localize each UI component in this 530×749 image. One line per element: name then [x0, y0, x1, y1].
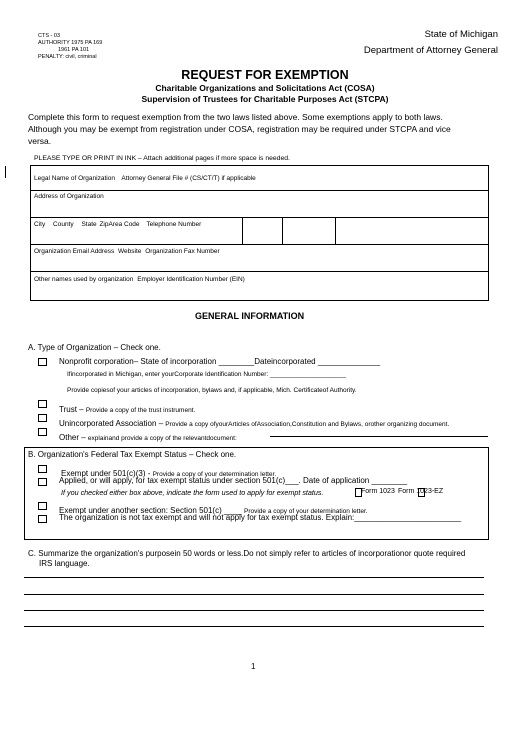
- purpose-line[interactable]: [24, 610, 484, 611]
- table-col-divider: [282, 217, 283, 244]
- trust-label: Trust –: [59, 405, 86, 414]
- section-b-heading: B. Organization's Federal Tax Exempt Status – Check one.: [28, 450, 237, 459]
- other-names-label: Other names used by organization: [34, 276, 134, 283]
- applied-checkbox[interactable]: [38, 478, 47, 486]
- city-label: City: [34, 221, 46, 228]
- exempt-501c3-checkbox[interactable]: [38, 465, 47, 473]
- table-col-divider: [242, 217, 243, 244]
- exempt-501c3-note: Provide a copy of your determination letter.: [152, 471, 277, 478]
- michigan-id-note: Ifincorporated in Michigan, enter yourCorporate Identification Number: _____________________: [67, 371, 346, 378]
- purpose-line[interactable]: [24, 626, 484, 627]
- trust-note: Provide a copy of the trust instrument.: [85, 407, 196, 414]
- county-label: County: [53, 221, 74, 228]
- trust-checkbox[interactable]: [38, 400, 47, 408]
- website-label: Website: [118, 248, 142, 255]
- other-option: [59, 427, 237, 445]
- not-exempt-option: The organization is not tax exempt and will not apply for tax exempt status. Explain:________________________: [59, 513, 462, 522]
- email-label: Organization Email Address: [34, 248, 115, 255]
- table-col-divider: [335, 217, 336, 244]
- intro-line-3: versa.: [28, 136, 52, 146]
- exempt-other-label: Exempt under another section: Section 501(c) ____: [59, 506, 244, 515]
- form-1023-label: Form 1023: [361, 488, 395, 495]
- subtitle-cosa: Charitable Organizations and Solicitations Act (COSA): [155, 83, 375, 93]
- authority-line-2: 1961 PA 101: [58, 47, 90, 53]
- state-name: State of Michigan: [424, 29, 498, 40]
- page-number: 1: [251, 662, 256, 671]
- section-c-line-1: C. Summarize the organization's purposein 50 words or less.Do not simply refer to articles of incorporationor quote required: [28, 549, 466, 558]
- instructions-text: PLEASE TYPE OR PRINT IN INK – Attach additional pages if more space is needed.: [34, 155, 290, 162]
- authority-line-1: AUTHORITY 1975 PA 169: [38, 40, 103, 46]
- unincorporated-checkbox[interactable]: [38, 414, 47, 422]
- section-a-heading: A. Type of Organization – Check one.: [28, 343, 161, 352]
- contact-field[interactable]: [34, 248, 220, 255]
- if-checked-note: If you checked either box above, indicate the form used to apply for exempt status.: [61, 488, 324, 497]
- legal-name-field[interactable]: [34, 167, 256, 185]
- ein-label: Employer Identification Number (EIN): [137, 276, 245, 283]
- nonprofit-checkbox[interactable]: [38, 358, 47, 366]
- penalty-line: PENALTY: civil, criminal: [38, 54, 97, 60]
- applied-option: Applied, or will apply, for tax exempt status under section 501(c)___. Date of application ________: [59, 476, 408, 485]
- margin-mark: [5, 166, 6, 178]
- address-field[interactable]: [34, 193, 104, 200]
- city-state-field[interactable]: [34, 221, 201, 228]
- intro-line-1: Complete this form to request exemption from the two laws listed above. Some exemptions apply to both laws.: [28, 112, 443, 122]
- table-divider: [30, 244, 489, 245]
- table-divider: [30, 217, 489, 218]
- unincorporated-note: Provide a copy ofyourArticles ofAssociation,Constitution and Bylaws, orother organizing document.: [165, 421, 450, 428]
- department-name: Department of Attorney General: [363, 45, 498, 56]
- legal-name-label: Legal Name of Organization: [34, 175, 115, 182]
- exempt-501c3-label: Exempt under 501(c)(3) -: [61, 469, 153, 478]
- form-number: CTS - 03: [38, 33, 61, 39]
- unincorporated-label: Unincorporated Association –: [59, 419, 166, 428]
- exempt-other-note: Provide a copy of your determination letter.: [244, 508, 368, 515]
- copies-note: Provide copiesof your articles of incorporation, bylaws and, if applicable, Mich. Certificateof Authority.: [67, 387, 357, 394]
- other-checkbox[interactable]: [38, 428, 47, 436]
- purpose-line[interactable]: [24, 594, 484, 595]
- telephone-label: Telephone Number: [146, 221, 202, 228]
- fax-label: Organization Fax Number: [145, 248, 220, 255]
- nonprofit-option: Nonprofit corporation– State of incorporation ________Dateincorporated ______________: [59, 357, 381, 366]
- exempt-other-checkbox[interactable]: [38, 502, 47, 510]
- ag-file-label: Attorney General File # (CS/CT/T) if applicable: [121, 175, 256, 182]
- other-label: Other –: [59, 433, 88, 442]
- other-explain-line[interactable]: [270, 436, 488, 437]
- subtitle-stcpa: Supervision of Trustees for Charitable Purposes Act (STCPA): [141, 94, 389, 104]
- page-title: REQUEST FOR EXEMPTION: [181, 68, 349, 82]
- section-c-line-2: IRS language.: [39, 559, 90, 568]
- table-divider: [30, 190, 489, 191]
- address-label: Address of Organization: [34, 193, 104, 200]
- form-1023ez-label: Form 1023-EZ: [398, 488, 444, 495]
- zip-label: ZipArea Code: [99, 221, 140, 228]
- not-exempt-checkbox[interactable]: [38, 515, 47, 523]
- other-note: explainand provide a copy of the relevantdocument:: [87, 435, 237, 442]
- general-info-heading: GENERAL INFORMATION: [195, 311, 305, 321]
- purpose-line[interactable]: [24, 577, 484, 578]
- state-label: State: [81, 221, 97, 228]
- table-divider: [30, 271, 489, 272]
- other-names-field[interactable]: [34, 276, 245, 283]
- intro-line-2: Although you may be exempt from registration under COSA, registration may be required under STCPA and vice: [28, 124, 451, 134]
